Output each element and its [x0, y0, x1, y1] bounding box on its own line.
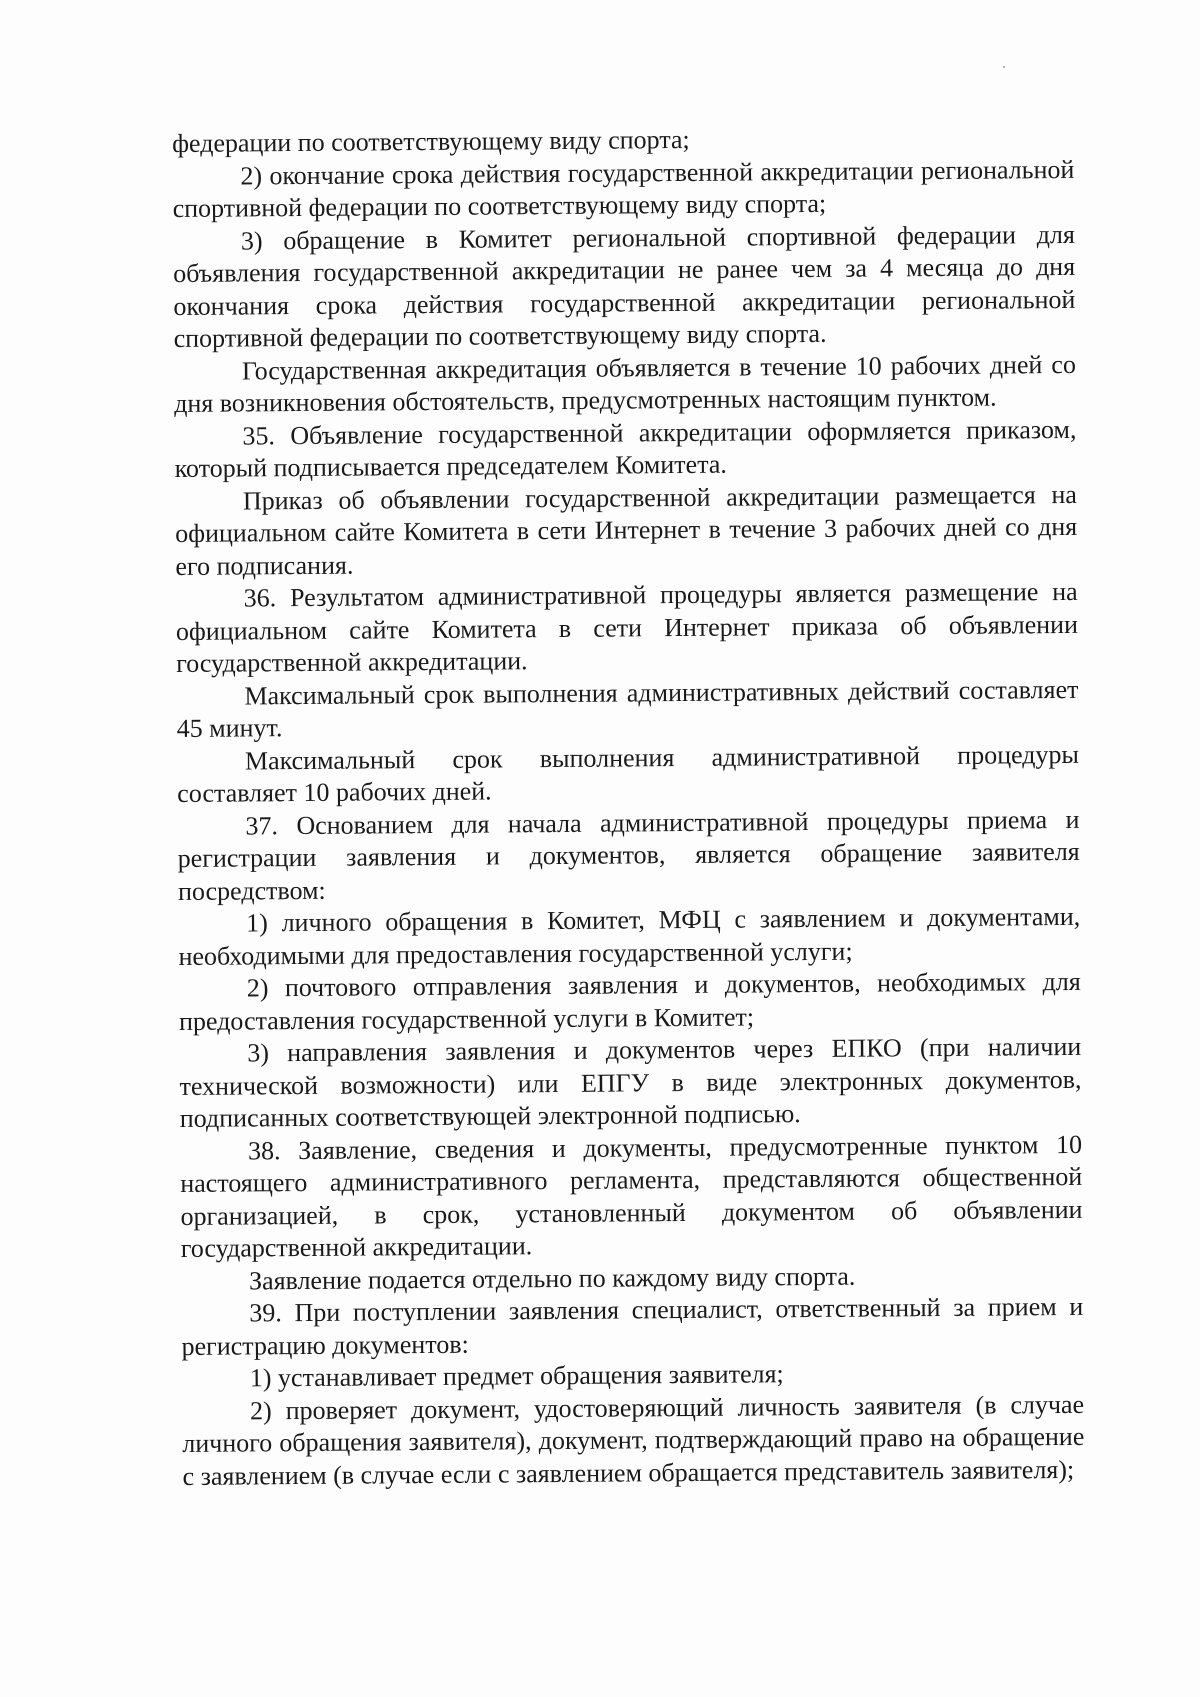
paragraph: 38. Заявление, сведения и документы, предусмотренные пунктом 10 настоящего административного регламента, представляются общественной организацией, в срок, установленный документом об объявлении государственной аккредитации. — [180, 1129, 1083, 1263]
paragraph: Максимальный срок выполнения административных действий составляет 45 минут. — [176, 674, 1079, 743]
paragraph: 1) личного обращения в Комитет, МФЦ с заявлением и документами, необходимыми для предоставления государственной услуги; — [178, 901, 1081, 971]
paragraph: 2) окончание срока действия государственной аккредитации региональной спортивной федерации по соответствующему виду спорта; — [172, 154, 1075, 223]
paragraph: 2) почтового отправления заявления и документов, необходимых для предоставления государственной услуги в Комитет; — [178, 966, 1081, 1036]
paragraph: федерации по соответствующему виду спорта; — [172, 124, 690, 158]
paragraph: 1) устанавливает предмет обращения заявителя; — [249, 1359, 784, 1393]
paragraph: 35. Объявление государственной аккредитации оформляется приказом, который подписывается председателем Комитета. — [174, 414, 1077, 483]
paragraph: Заявление подается отдельно по каждому виду спорта. — [248, 1261, 856, 1295]
paragraph: 36. Результатом административной процедуры является размещение на официальном сайте Комитета в сети Интернет приказа об объявлении государственной аккредитации. — [175, 576, 1079, 678]
document-body — [172, 121, 1085, 1493]
scan-speck — [1003, 66, 1005, 68]
paragraph: 39. При поступлении заявления специалист, ответственный за прием и регистрацию документов: — [181, 1291, 1084, 1361]
paragraph: Государственная аккредитация объявляется в течение 10 рабочих дней со дня возникновения обстоятельств, предусмотренных настоящим пунктом. — [174, 349, 1076, 418]
paragraph: 37. Основанием для начала административной процедуры приема и регистрации заявления и документов, является обращение заявителя посредством: — [177, 804, 1080, 906]
paragraph: Приказ об объявлении государственной аккредитации размещается на официальном сайте Комитета в сети Интернет в течение 3 рабочих дней со дня его подписания. — [175, 479, 1078, 581]
paragraph: 3) направления заявления и документов через ЕПКО (при наличии технической возможности) или ЕПГУ в виде электронных документов, подписанных соответствующей электронной подписью. — [179, 1031, 1082, 1133]
paragraph: 2) проверяет документ, удостоверяющий личность заявителя (в случае личного обращения заявителя), документ, подтверждающий право на обращение с заявлением (в случае если с заявлением обращается представитель заявителя); — [182, 1389, 1085, 1491]
paragraph: Максимальный срок выполнения административной процедуры составляет 10 рабочих дней. — [177, 739, 1080, 808]
paragraph: 3) обращение в Комитет региональной спортивной федерации для объявления государственной аккредитации не ранее чем за 4 месяца до дня окончания срока действия государственной аккредитации региональной спортивной федерации по соответствующему виду спорта. — [173, 219, 1076, 353]
